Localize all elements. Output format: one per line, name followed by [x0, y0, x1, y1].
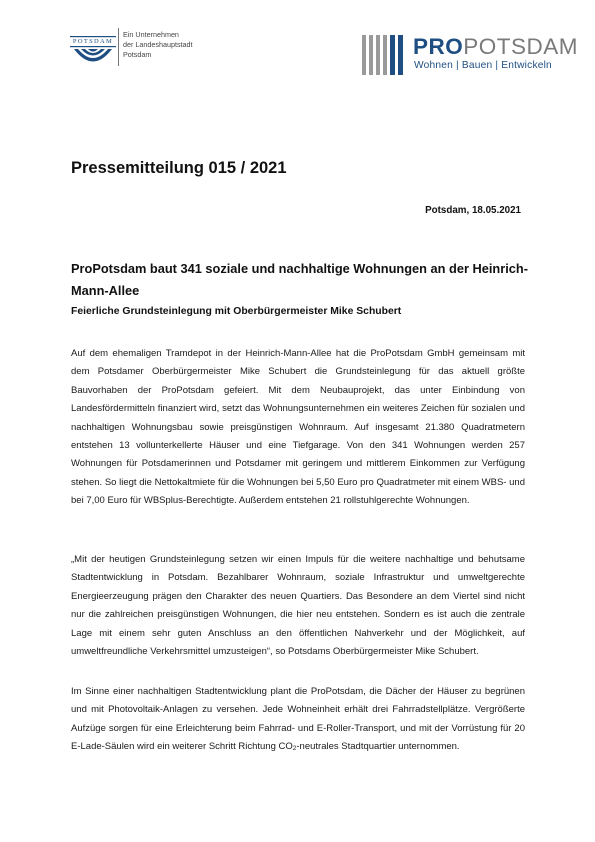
- body-paragraph-2-quote: „Mit der heutigen Grundsteinlegung setzen wir einen Impuls für die weitere nachhaltige und behutsame Stadtentwicklung in Potsdam. Bezahlbarer Wohnraum, soziale Infrastruktur und umweltgerechte Energieerzeugung prägen den Charakter des neuen Quartiers. Das Besondere an dem Viertel sind nicht nur die zahlreichen preisgünstigen Wohnungen, die hier neu entstehen. Sondern es ist auch die zentrale Lage mit einem sehr guten Anschluss an den öffentlichen Nahverkehr und der Möglichkeit, auf umweltfreundliche Verkehrsmittel umzusteigen“, so Potsdams Oberbürgermeister Mike Schubert.: [71, 554, 525, 658]
- potsdam-logo-wordmark: POTSDAM: [72, 38, 114, 45]
- headline: ProPotsdam baut 341 soziale und nachhaltige Wohnungen an der Heinrich-Mann-Allee: [71, 261, 528, 298]
- propotsdam-bars-icon: [362, 35, 410, 75]
- parent-line-2: der Landeshauptstadt: [123, 40, 193, 49]
- body-paragraph-3-end: -neutrales Stadtquartier unternommen.: [296, 741, 460, 753]
- place-and-date: Potsdam, 18.05.2021: [425, 205, 521, 216]
- parent-company-note: [123, 30, 193, 60]
- brand-name-first: PRO: [413, 34, 464, 59]
- parent-line-3: Potsdam: [123, 50, 152, 59]
- body-paragraph-1: Auf dem ehemaligen Tramdepot in der Heinrich-Mann-Allee hat die ProPotsdam GmbH gemeinsam mit dem Potsdamer Oberbürgermeister Mike Schubert die Grundsteinlegung für das aktuell größte Bauvorhaben der ProPotsdam gefeiert. Mit dem Neubauprojekt, das unter Einbindung von Landesfördermitteln finanziert wird, setzt das Wohnungsunternehmen ein weiteres Zeichen für sozialen und nachhaltigen Wohnungsbau sowie preisgünstigen Wohnraum. Auf insgesamt 21.380 Quadratmetern entstehen 13 vollunterkellerte Häuser und eine Tiefgarage. Von den 341 Wohnungen werden 257 Wohnungen für Potsdamerinnen und Potsdamer mit geringem und mittlerem Einkommen zur Verfügung stehen. So liegt die Nettokaltmiete für die Wohnungen bei 5,50 Euro pro Quadratmeter mit einem WBS- und bei 7,00 Euro für WBSplus-Berechtigte. Außerdem entstehen 21 rollstuhlgerechte Wohnungen.: [71, 348, 525, 507]
- subheadline: Feierliche Grundsteinlegung mit Oberbürgermeister Mike Schubert: [71, 306, 402, 317]
- header-divider: [118, 28, 119, 66]
- co2-subscript: 2: [292, 745, 297, 753]
- press-release-title: Pressemitteilung 015 / 2021: [71, 159, 287, 177]
- brand-tagline: Wohnen | Bauen | Entwickeln: [414, 60, 552, 71]
- brand-name-rest: POTSDAM: [463, 34, 579, 59]
- brand-name: [413, 34, 578, 60]
- body-paragraph-3-text: Im Sinne einer nachhaltigen Stadtentwicklung plant die ProPotsdam, die Dächer der Häuser zu begrünen und mit Photovoltaik-Anlagen zu versehen. Jede Wohneinheit erhält drei Fahrradstellplätze. Vergrößerte Aufzüge sorgen für eine Erleichterung beim Fahrrad- und E-Roller-Transport, und mit der Vorrüstung für 20 E-Lade-Säulen wird ein weiterer Schritt Richtung CO: [71, 686, 525, 753]
- body-paragraph-3: [71, 683, 525, 757]
- parent-line-1: Ein Unternehmen: [123, 30, 179, 39]
- potsdam-city-logo: [70, 26, 116, 70]
